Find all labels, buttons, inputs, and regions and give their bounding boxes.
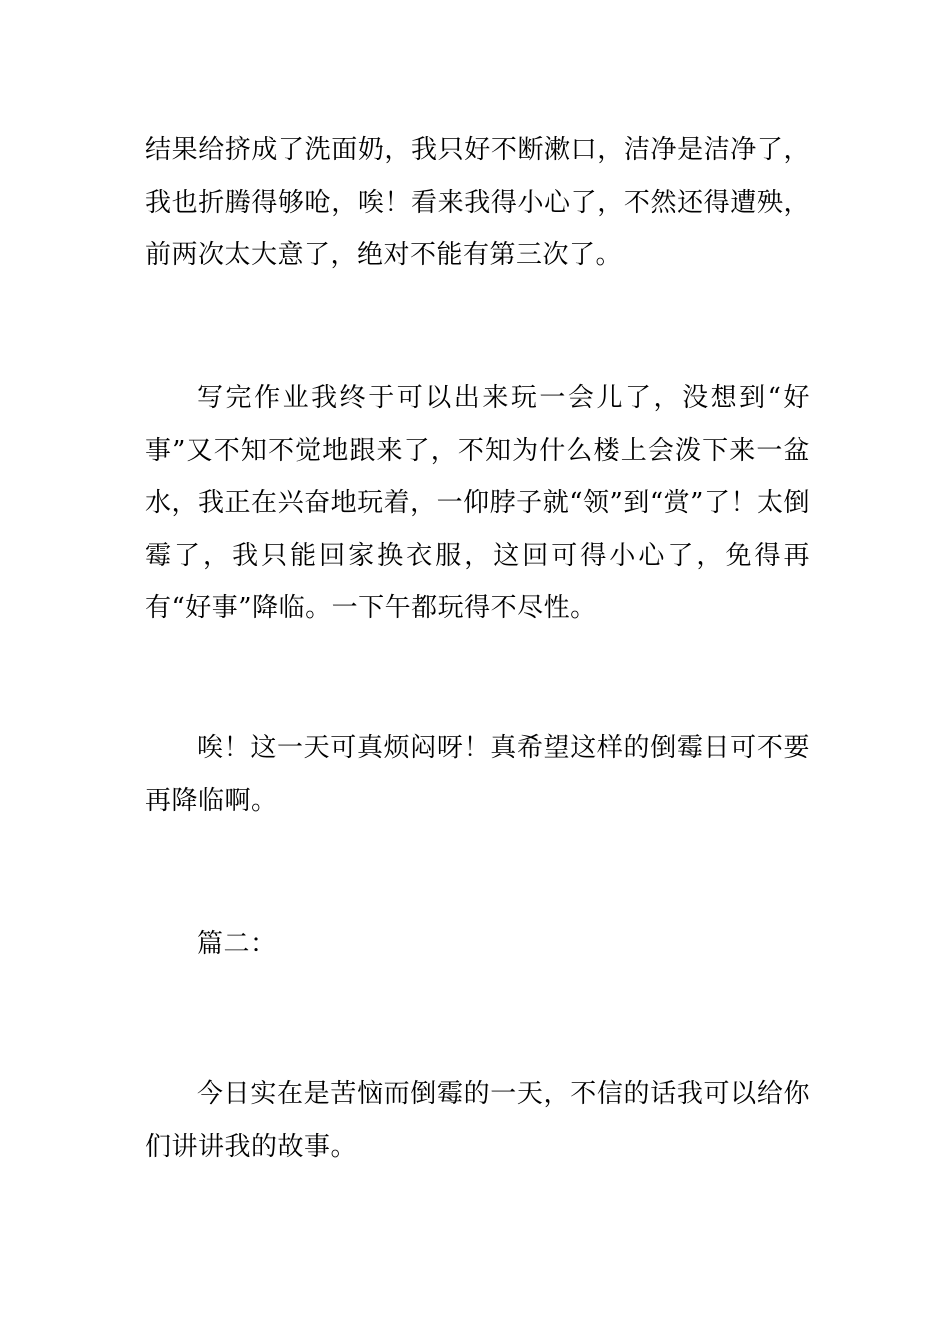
- paragraph-sigh: 唉！这一天可真烦闷呀！真希望这样的倒霉日可不要再降临啊。: [145, 733, 810, 816]
- paragraph-part-two-intro: 今日实在是苦恼而倒霉的一天，不信的话我可以给你们讲讲我的故事。: [145, 1079, 810, 1162]
- section-heading-part-two: 篇二：: [197, 929, 277, 959]
- paragraph-continuation: 结果给挤成了洗面奶，我只好不断漱口，洁净是洁净了，我也折腾得够呛，唉！看来我得小心了，不然还得遭殃，前两次太大意了，绝对不能有第三次了。: [145, 135, 810, 270]
- paragraph-after-homework: 写完作业我终于可以出来玩一会儿了，没想到“好事”又不知不觉地跟来了，不知为什么楼上会泼下来一盆水，我正在兴奋地玩着，一仰脖子就“领”到“赏”了！太倒霉了，我只能回家换衣服，这回可得小心了，免得再有“好事”降临。一下午都玩得不尽性。: [145, 383, 810, 623]
